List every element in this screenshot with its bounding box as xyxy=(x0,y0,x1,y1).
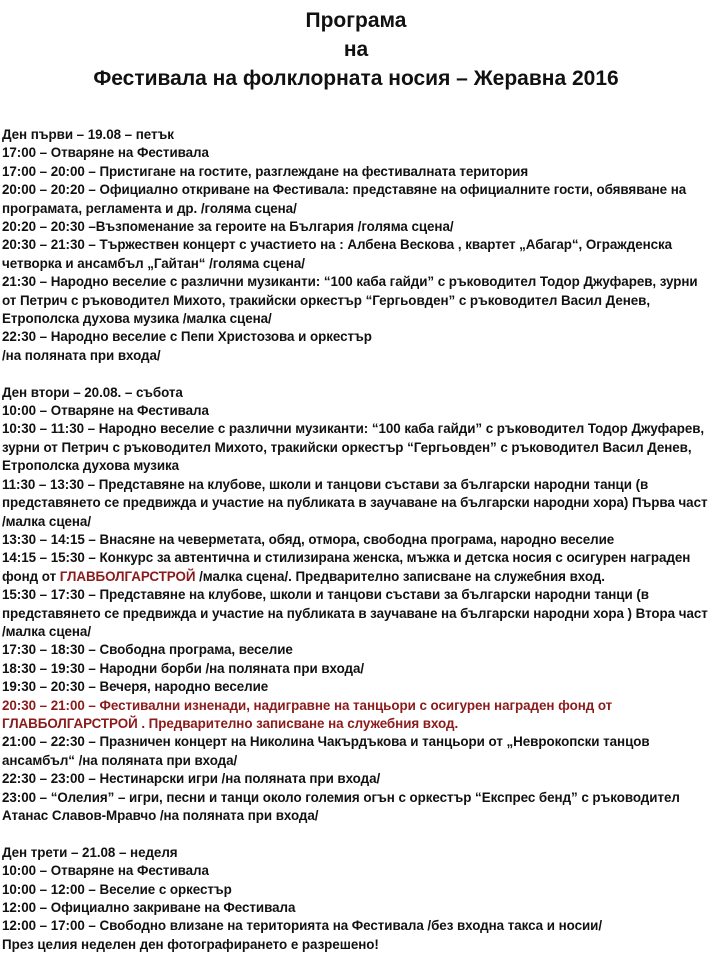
schedule-text: 14:15 – 15:30 – Конкурс за автентична и стилизирана женска, мъжка и детска носия с осигурен награден фонд от xyxy=(2,550,691,584)
schedule-item: 21:30 – Народно веселие с различни музиканти: “100 каба гайди” с ръководител Тодор Джуфарев, зурни от Петрич с ръководител Михото, тракийски оркестър “Гергьовден” с ръководител Васил Денев, Етрополска духова музика /малка сцена/ xyxy=(2,274,698,327)
schedule-item: 19:30 – 20:30 – Вечеря, народно веселие xyxy=(2,679,269,695)
schedule-item: 18:30 – 19:30 – Народни борби /на поляната при входа/ xyxy=(2,660,365,676)
schedule-text: /малка сцена/. Предварително записване на служебния вход. xyxy=(195,568,605,584)
schedule-item: 17:30 – 18:30 – Свободна програма, веселие xyxy=(2,642,293,658)
schedule-item: 10:30 – 11:30 – Народно веселие с различни музиканти: “100 каба гайди” с ръководител Тодор Джуфарев, зурни от Петрич с ръководител Михото, тракийски оркестър “Гергьовден” с ръководител Васил Денев, Етрополска духова музика xyxy=(2,421,705,474)
schedule-item-costume-contest xyxy=(0,549,712,586)
schedule-item: 17:00 – Отваряне на Фестивала xyxy=(2,145,209,161)
schedule-item: 21:00 – 22:30 – Празничен концерт на Николина Чакърдъкова и танцьори от „Неврокопски танцов ансамбъл“ /на поляната при входа/ xyxy=(2,734,650,768)
schedule-item: 10:00 – Отваряне на Фестивала xyxy=(2,863,209,879)
schedule-item: 15:30 – 17:30 – Представяне на клубове, школи и танцови състави за български народни танци (в представянето се предвижда и участие на публиката в заучаване на български народни хора ) Втора част /малка сцена/ xyxy=(2,587,708,639)
sponsor-name: ГЛАВБОЛГАРСТРОЙ xyxy=(59,568,196,584)
program-content xyxy=(0,126,712,954)
schedule-item: 20:30 – 21:30 – Тържествен концерт с участието на : Албена Вескова , квартет „Абагар“, Огражденска четворка и ансамбъл „Гайтан“ /голяма сцена/ xyxy=(2,237,673,271)
program-header xyxy=(0,0,712,93)
schedule-item: 22:30 – 23:00 – Нестинарски игри /на поляната при входа/ xyxy=(2,771,381,787)
schedule-item: 11:30 – 13:30 – Представяне на клубове, школи и танцови състави за български народни танци (в представянето се предвижда и участие на публиката в заучаване на български народни хора) Първа част /малка сцена/ xyxy=(2,476,708,529)
schedule-item: 10:00 – 12:00 – Веселие с оркестър xyxy=(2,881,232,897)
title-program: Програма xyxy=(305,9,407,32)
schedule-item: /на поляната при входа/ xyxy=(2,347,161,363)
schedule-item: 20:00 – 20:20 – Официално откриване на Фестивала: представяне на официалните гости, обявяване на програмата, регламента и др. /голяма сцена/ xyxy=(2,182,687,216)
schedule-item: 12:00 – 17:00 – Свободно влизане на територията на Фестивала /без входна такса и носии/ xyxy=(2,918,603,934)
schedule-item: 23:00 – “Олелия” – игри, песни и танци около големия огън с оркестър “Експрес бенд” с ръководител Атанас Славов-Мравчо /на поляната при входа/ xyxy=(2,789,680,824)
day-heading: Ден втори – 20.08. – събота xyxy=(2,384,183,400)
day-two xyxy=(0,384,712,826)
schedule-item: 12:00 – Официално закриване на Фестивала xyxy=(2,900,296,916)
schedule-item: 20:20 – 20:30 –Възпоменание за героите на България /голяма сцена/ xyxy=(2,219,454,235)
schedule-item: 13:30 – 14:15 – Внасяне на чеверметата, обяд, отмора, свободна програма, народно веселие xyxy=(2,531,615,547)
spacer xyxy=(0,825,712,843)
closing-note: През целия неделен ден фотографирането е разрешено! xyxy=(2,936,379,952)
title-festival: Фестивала на фолклорната носия – Жеравна 2016 xyxy=(93,67,619,90)
day-one xyxy=(0,126,712,365)
spacer xyxy=(0,365,712,383)
day-three xyxy=(0,844,712,954)
schedule-item: 22:30 – Народно веселие с Пепи Христозова и оркестър xyxy=(2,329,372,345)
title-of: на xyxy=(343,38,369,61)
schedule-item: 17:00 – 20:00 – Пристигане на гостите, разглеждане на фестивалната територия xyxy=(2,163,529,179)
day-heading: Ден трети – 21.08 – неделя xyxy=(2,844,178,860)
schedule-item-highlighted: 20:30 – 21:00 – Фестивални изненади, надигравне на танцьори с осигурен награден фонд от ГЛАВБОЛГАРСТРОЙ . Предварително записване на служебния вход. xyxy=(2,697,613,731)
day-heading: Ден първи – 19.08 – петък xyxy=(2,127,174,142)
schedule-item: 10:00 – Отваряне на Фестивала xyxy=(2,403,209,419)
